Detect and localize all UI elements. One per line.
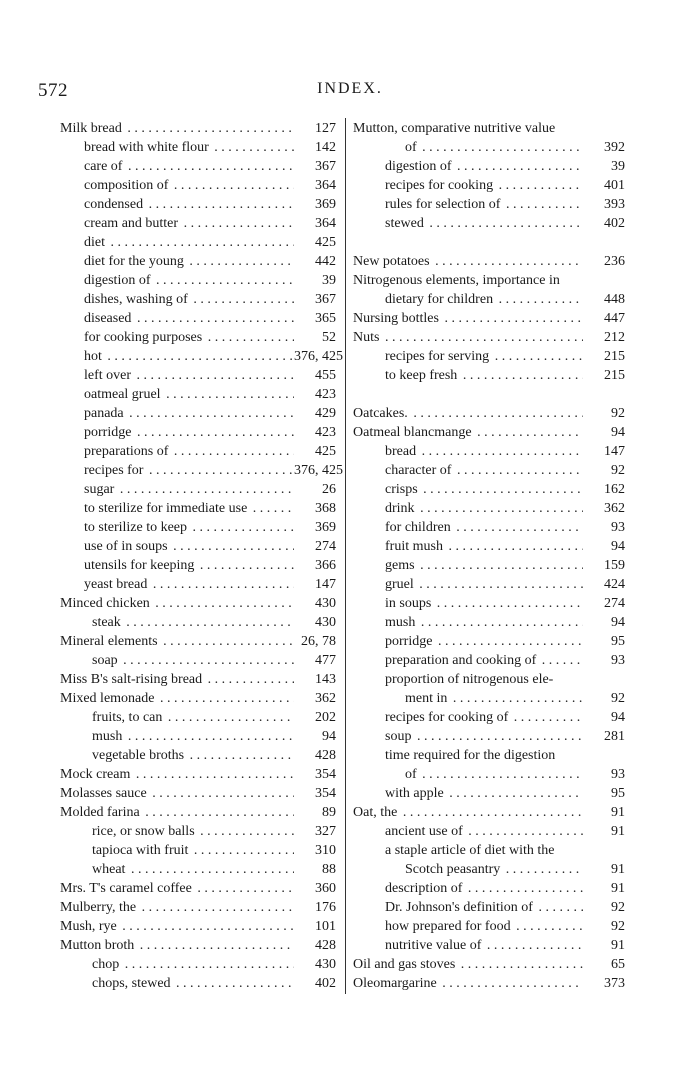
index-entry — [353, 537, 625, 556]
index-entry-text: dishes, washing of — [84, 292, 188, 307]
index-entry-text: condensed — [84, 197, 144, 212]
index-entry-text: rules for selection of — [385, 197, 501, 212]
index-entry-text: chops, stewed — [92, 976, 171, 991]
index-entry-page: 367 — [294, 290, 336, 309]
index-entry-page: 215 — [583, 366, 625, 385]
index-entry-text: digestion of — [385, 159, 452, 174]
index-entry-page: 448 — [583, 290, 625, 309]
index-entry-text: Milk bread — [60, 121, 122, 136]
index-entry-text: Molded farina — [60, 805, 140, 820]
index-entry — [60, 727, 336, 746]
index-entry-page: 428 — [294, 936, 336, 955]
index-entry-page: 425 — [294, 233, 336, 252]
index-entry-text: Oatmeal blancmange — [353, 425, 472, 440]
index-entry-text: Mush, rye — [60, 919, 117, 934]
index-entry — [60, 176, 336, 195]
index-entry-page: 176 — [294, 898, 336, 917]
index-entry-page: 354 — [294, 765, 336, 784]
index-entry — [60, 822, 336, 841]
index-entry — [353, 461, 625, 480]
index-entry-text: cream and butter — [84, 216, 179, 231]
index-entry-text: to sterilize to keep — [84, 520, 188, 535]
index-entry-text: for children — [385, 520, 451, 535]
index-entry — [60, 195, 336, 214]
index-entry-text: Oil and gas stoves — [353, 957, 456, 972]
index-entry — [60, 651, 336, 670]
index-entry-text: soap — [92, 653, 118, 668]
index-entry-text: chop — [92, 957, 120, 972]
index-entry-text: proportion of nitrogenous ele- — [385, 672, 554, 687]
index-entry — [60, 233, 336, 252]
index-entry — [353, 347, 625, 366]
running-head: INDEX. — [317, 80, 383, 97]
index-entry-page: 369 — [294, 518, 336, 537]
index-entry-text: vegetable broths — [92, 748, 185, 763]
index-entry-page: 94 — [294, 727, 336, 746]
index-entry-text: recipes for serving — [385, 349, 490, 364]
index-entry — [60, 879, 336, 898]
index-entry-page: 91 — [583, 860, 625, 879]
index-entry-page: 93 — [583, 518, 625, 537]
index-entry — [353, 480, 625, 499]
index-entry-page: 423 — [294, 385, 336, 404]
index-entry-text: bread — [385, 444, 417, 459]
index-entry — [60, 689, 336, 708]
index-entry — [353, 138, 625, 157]
index-entry — [60, 803, 336, 822]
index-entry — [353, 594, 625, 613]
index-entry-text: Mixed lemonade — [60, 691, 155, 706]
index-entry — [353, 670, 625, 689]
index-entry — [353, 366, 625, 385]
column-divider — [345, 118, 346, 994]
index-entry-page: 423 — [294, 423, 336, 442]
index-entry-text: care of — [84, 159, 123, 174]
index-entry-text: soup — [385, 729, 412, 744]
index-entry — [353, 898, 625, 917]
index-entry — [60, 119, 336, 138]
index-entry-text: yeast bread — [84, 577, 148, 592]
index-entry — [353, 176, 625, 195]
index-entry-page: 392 — [583, 138, 625, 157]
index-entry — [353, 556, 625, 575]
index-entry-page: 477 — [294, 651, 336, 670]
index-entry — [60, 157, 336, 176]
index-entry-page: 91 — [583, 803, 625, 822]
index-entry-page: 92 — [583, 404, 625, 423]
index-entry-text: porridge — [84, 425, 132, 440]
index-entry-text: drink — [385, 501, 415, 516]
index-entry-text: recipes for cooking of — [385, 710, 509, 725]
index-entry-page: 91 — [583, 879, 625, 898]
index-entry — [60, 670, 336, 689]
index-entry-page: 26 — [294, 480, 336, 499]
index-entry — [353, 252, 625, 271]
index-entry-text: Mrs. T's caramel coffee — [60, 881, 192, 896]
index-entry — [60, 974, 336, 993]
index-entry-text: preparation and cooking of — [385, 653, 537, 668]
index-entry — [353, 214, 625, 233]
index-entry-page: 88 — [294, 860, 336, 879]
index-entry — [60, 917, 336, 936]
index-entry — [353, 841, 625, 860]
index-entry-text: Molasses sauce — [60, 786, 147, 801]
index-entry-text: diseased — [84, 311, 132, 326]
index-entry-page: 95 — [583, 784, 625, 803]
index-entry-text: Nitrogenous elements, importance in — [353, 273, 560, 288]
index-entry — [60, 138, 336, 157]
index-entry-text: character of — [385, 463, 452, 478]
page-number: 572 — [38, 80, 68, 101]
index-entry-text: digestion of — [84, 273, 151, 288]
index-entry — [353, 518, 625, 537]
index-entry-text: a staple article of diet with the — [385, 843, 555, 858]
index-entry — [353, 689, 625, 708]
index-entry-page: 94 — [583, 613, 625, 632]
index-entry — [60, 404, 336, 423]
index-entry-text: diet — [84, 235, 105, 250]
index-entry-text: porridge — [385, 634, 433, 649]
index-entry-text: New potatoes — [353, 254, 430, 269]
index-entry — [353, 632, 625, 651]
index-entry-page: 429 — [294, 404, 336, 423]
index-entry-page: 402 — [294, 974, 336, 993]
index-entry — [353, 157, 625, 176]
index-entry-text: ancient use of — [385, 824, 463, 839]
index-entry-text: wheat — [92, 862, 126, 877]
index-entry-text: composition of — [84, 178, 169, 193]
index-entry-page: 364 — [294, 214, 336, 233]
index-entry — [353, 195, 625, 214]
index-entry — [60, 898, 336, 917]
index-entry-page: 376, 425 — [294, 349, 343, 364]
index-entry-text: of — [405, 140, 417, 155]
index-entry — [353, 499, 625, 518]
index-entry — [353, 423, 625, 442]
index-entry — [60, 252, 336, 271]
index-entry-page: 143 — [294, 670, 336, 689]
index-entry — [60, 860, 336, 879]
index-entry-page: 92 — [583, 898, 625, 917]
index-entry-page: 142 — [294, 138, 336, 157]
index-entry-text: of — [405, 767, 417, 782]
index-entry-page: 274 — [583, 594, 625, 613]
index-entry-page: 26, 78 — [294, 632, 336, 651]
index-entry-page: 39 — [583, 157, 625, 176]
index-entry-page: 92 — [583, 689, 625, 708]
index-entry-text: Oat, the — [353, 805, 398, 820]
index-entry — [60, 936, 336, 955]
index-entry-page: 93 — [583, 651, 625, 670]
index-entry-page: 91 — [583, 822, 625, 841]
index-entry-page: 65 — [583, 955, 625, 974]
index-entry-text: hot — [84, 349, 102, 364]
index-entry-text: bread with white flour — [84, 140, 209, 155]
index-entry-page: 430 — [294, 594, 336, 613]
index-entry — [353, 271, 625, 290]
index-entry-page: 147 — [294, 575, 336, 594]
index-entry — [353, 442, 625, 461]
index-entry-text: mush — [385, 615, 416, 630]
index-entry-page: 362 — [294, 689, 336, 708]
index-entry-page: 424 — [583, 575, 625, 594]
index-entry-text: gruel — [385, 577, 414, 592]
index-entry — [353, 708, 625, 727]
index-entry — [60, 613, 336, 632]
index-entry — [60, 461, 343, 480]
index-entry-text: in soups — [385, 596, 432, 611]
index-entry — [60, 271, 336, 290]
index-entry-page: 94 — [583, 423, 625, 442]
index-entry-text: nutritive value of — [385, 938, 482, 953]
index-entry-page: 95 — [583, 632, 625, 651]
index-entry-text: rice, or snow balls — [92, 824, 195, 839]
index-entry-text: to sterilize for immediate use — [84, 501, 248, 516]
index-entry-page: 212 — [583, 328, 625, 347]
index-entry-text: description of — [385, 881, 463, 896]
index-entry — [353, 803, 625, 822]
index-entry-text: sugar — [84, 482, 115, 497]
index-entry — [60, 746, 336, 765]
index-entry — [353, 290, 625, 309]
index-entry-page: 430 — [294, 955, 336, 974]
index-entry — [353, 613, 625, 632]
index-entry-text: preparations of — [84, 444, 169, 459]
index-entry-text: oatmeal gruel — [84, 387, 161, 402]
index-entry — [60, 575, 336, 594]
index-entry-text: Mutton, comparative nutritive value — [353, 121, 556, 136]
index-entry — [353, 936, 625, 955]
index-column-right — [353, 119, 625, 993]
index-entry-page: 159 — [583, 556, 625, 575]
index-entry-page: 401 — [583, 176, 625, 195]
index-entry-page: 455 — [294, 366, 336, 385]
index-entry-text: panada — [84, 406, 124, 421]
index-entry — [353, 404, 625, 423]
index-entry-page: 127 — [294, 119, 336, 138]
index-entry-page: 202 — [294, 708, 336, 727]
index-entry-text: Dr. Johnson's definition of — [385, 900, 533, 915]
index-entry-page: 402 — [583, 214, 625, 233]
index-entry-text: diet for the young — [84, 254, 184, 269]
index-entry-text: fruit mush — [385, 539, 443, 554]
index-entry-text: Miss B's salt-rising bread — [60, 672, 203, 687]
index-entry-page: 360 — [294, 879, 336, 898]
index-entry-page: 366 — [294, 556, 336, 575]
index-entry-page: 310 — [294, 841, 336, 860]
index-entry — [353, 651, 625, 670]
index-entry-page: 373 — [583, 974, 625, 993]
index-entry-text: tapioca with fruit — [92, 843, 189, 858]
index-entry-page: 428 — [294, 746, 336, 765]
index-entry-page: 376, 425 — [294, 463, 343, 478]
index-entry-page: 215 — [583, 347, 625, 366]
index-entry — [353, 746, 625, 765]
index-column-left — [60, 119, 343, 993]
index-entry — [60, 632, 336, 651]
index-entry-text: to keep fresh — [385, 368, 458, 383]
index-entry-page: 354 — [294, 784, 336, 803]
index-entry — [60, 784, 336, 803]
index-entry-page: 368 — [294, 499, 336, 518]
index-entry — [60, 290, 336, 309]
index-entry-page: 327 — [294, 822, 336, 841]
index-entry — [60, 385, 336, 404]
index-entry — [60, 537, 336, 556]
index-entry — [353, 328, 625, 347]
index-entry-page: 430 — [294, 613, 336, 632]
index-entry-text: time required for the digestion — [385, 748, 556, 763]
index-entry — [60, 556, 336, 575]
index-entry-text: Oatcakes. — [353, 406, 408, 421]
index-entry-page: 92 — [583, 461, 625, 480]
index-entry — [60, 442, 336, 461]
index-entry-page: 236 — [583, 252, 625, 271]
index-entry-text: Mulberry, the — [60, 900, 137, 915]
index-entry-page: 92 — [583, 917, 625, 936]
index-entry-page: 94 — [583, 537, 625, 556]
index-entry-text: recipes for — [84, 463, 144, 478]
index-entry-text: gems — [385, 558, 415, 573]
index-entry-text: fruits, to can — [92, 710, 163, 725]
index-entry-page: 91 — [583, 936, 625, 955]
index-entry-page: 281 — [583, 727, 625, 746]
index-entry-text: stewed — [385, 216, 424, 231]
index-entry-text: Mutton broth — [60, 938, 135, 953]
index-entry-page: 147 — [583, 442, 625, 461]
index-entry-text: crisps — [385, 482, 418, 497]
index-entry-text: ment in — [405, 691, 448, 706]
index-entry — [60, 214, 336, 233]
index-entry-page: 101 — [294, 917, 336, 936]
index-entry — [353, 822, 625, 841]
index-entry — [60, 347, 343, 366]
index-entry-page: 365 — [294, 309, 336, 328]
index-entry-text: utensils for keeping — [84, 558, 195, 573]
index-entry-text: mush — [92, 729, 123, 744]
index-entry-page: 93 — [583, 765, 625, 784]
index-entry-text: Nuts — [353, 330, 380, 345]
index-entry-text: Scotch peasantry — [405, 862, 501, 877]
index-entry-text: Nursing bottles — [353, 311, 439, 326]
index-entry — [353, 955, 625, 974]
index-entry-text: Oleomargarine — [353, 976, 437, 991]
index-entry — [60, 708, 336, 727]
index-entry — [353, 879, 625, 898]
index-entry-text: for cooking purposes — [84, 330, 203, 345]
index-entry-page: 367 — [294, 157, 336, 176]
index-entry — [60, 480, 336, 499]
index-entry-text: with apple — [385, 786, 444, 801]
index-entry-page: 393 — [583, 195, 625, 214]
index-entry-text: use of in soups — [84, 539, 168, 554]
index-entry — [353, 974, 625, 993]
index-entry-page: 39 — [294, 271, 336, 290]
index-entry-text: Mock cream — [60, 767, 131, 782]
index-entry-text: left over — [84, 368, 132, 383]
index-entry — [60, 309, 336, 328]
index-entry — [353, 765, 625, 784]
index-entry-page: 442 — [294, 252, 336, 271]
index-entry — [353, 575, 625, 594]
index-entry — [60, 841, 336, 860]
index-entry-page: 364 — [294, 176, 336, 195]
index-entry — [60, 366, 336, 385]
index-entry — [353, 309, 625, 328]
index-entry — [60, 518, 336, 537]
index-entry-page: 274 — [294, 537, 336, 556]
index-entry-text: recipes for cooking — [385, 178, 494, 193]
index-entry-page: 369 — [294, 195, 336, 214]
index-entry — [353, 860, 625, 879]
index-entry-page: 447 — [583, 309, 625, 328]
index-entry-text: steak — [92, 615, 121, 630]
index-entry-page: 162 — [583, 480, 625, 499]
index-entry — [353, 917, 625, 936]
index-entry — [60, 423, 336, 442]
index-entry — [60, 499, 336, 518]
index-entry-text: how prepared for food — [385, 919, 511, 934]
index-entry-page: 362 — [583, 499, 625, 518]
index-entry — [60, 594, 336, 613]
index-entry — [60, 328, 336, 347]
index-entry-page: 89 — [294, 803, 336, 822]
index-entry — [353, 784, 625, 803]
index-entry — [60, 955, 336, 974]
index-entry-text: dietary for children — [385, 292, 494, 307]
index-entry — [353, 727, 625, 746]
index-entry-page: 425 — [294, 442, 336, 461]
index-entry — [353, 119, 625, 138]
index-entry — [60, 765, 336, 784]
index-entry-page: 52 — [294, 328, 336, 347]
index-entry-text: Minced chicken — [60, 596, 150, 611]
index-entry-page: 94 — [583, 708, 625, 727]
index-entry-text: Mineral elements — [60, 634, 158, 649]
